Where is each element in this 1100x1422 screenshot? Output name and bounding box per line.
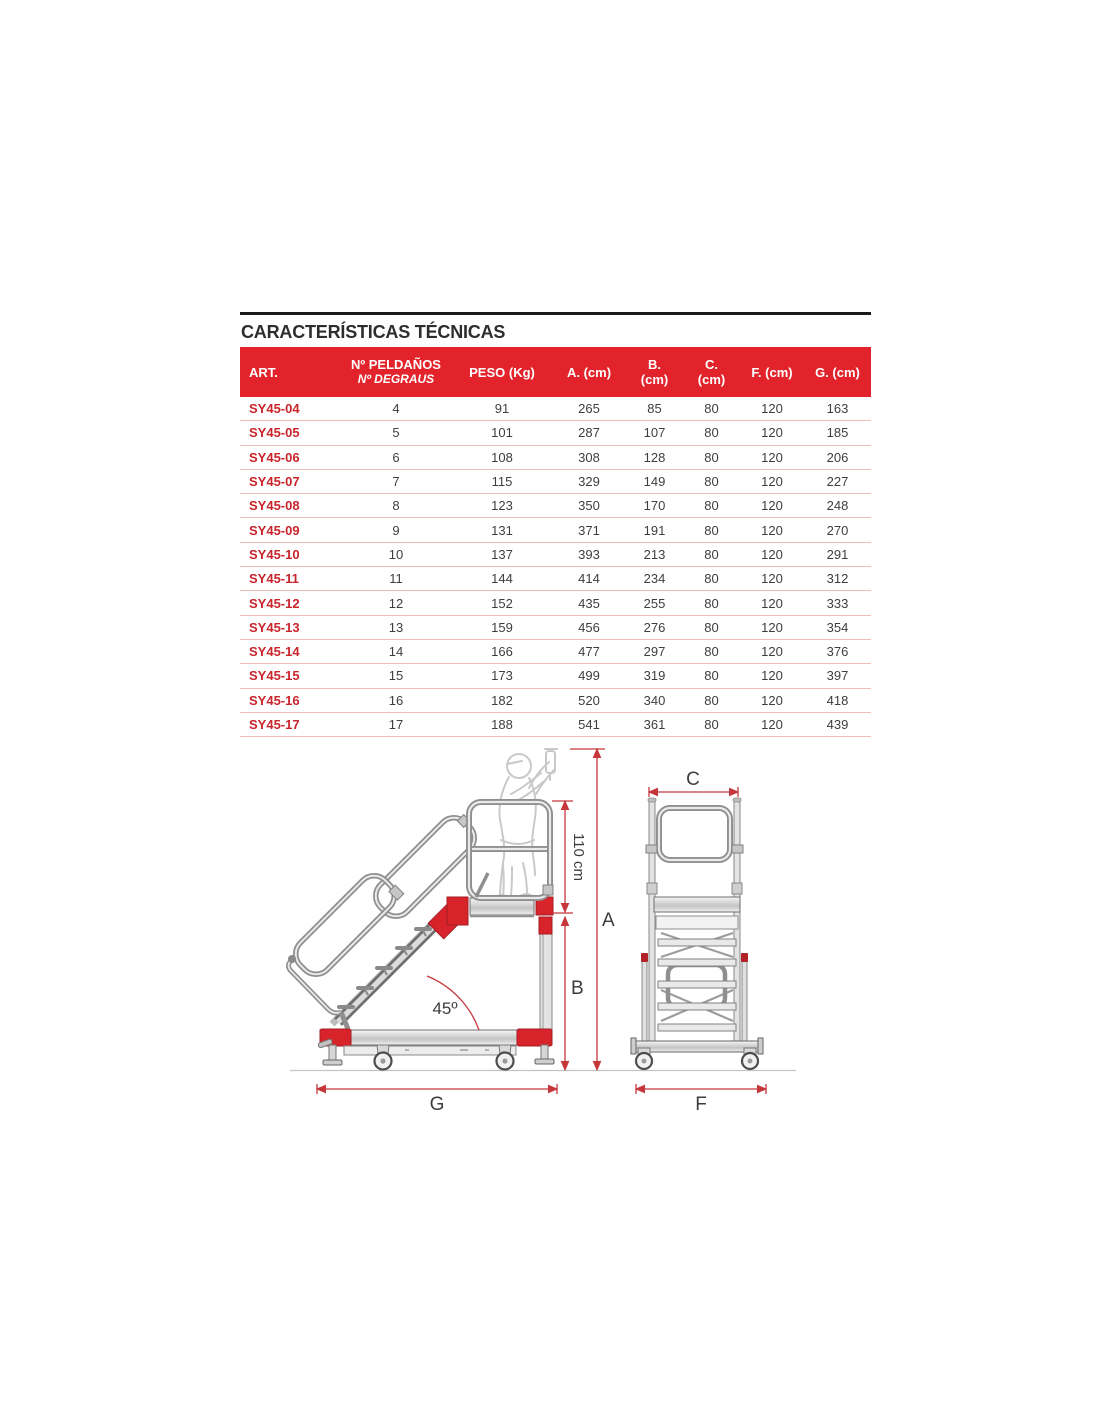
caster-side-left	[375, 1045, 392, 1070]
table-row	[240, 469, 871, 493]
base-frame	[318, 1029, 554, 1070]
spec-value: 6	[340, 445, 452, 469]
table-row	[240, 567, 871, 591]
spec-value: 16	[340, 688, 452, 712]
stair-handrails	[289, 811, 481, 981]
spec-value: 144	[452, 567, 552, 591]
table-row	[240, 664, 871, 688]
spec-value: 80	[683, 567, 740, 591]
spec-value: 80	[683, 397, 740, 421]
table-row	[240, 712, 871, 736]
spec-value: 80	[683, 542, 740, 566]
col-header-c	[683, 347, 740, 397]
spec-value: 13	[340, 615, 452, 639]
spec-value: 120	[740, 421, 804, 445]
spec-value: 329	[552, 469, 626, 493]
spec-value: 80	[683, 445, 740, 469]
siderail-red-cap-right	[741, 953, 748, 962]
article-code: SY45-15	[240, 664, 340, 688]
col-header-a: A. (cm)	[552, 347, 626, 397]
article-code: SY45-05	[240, 421, 340, 445]
spec-value: 159	[452, 615, 552, 639]
spec-value: 91	[452, 397, 552, 421]
table-row	[240, 494, 871, 518]
spec-value: 276	[626, 615, 683, 639]
leveling-foot-right	[535, 1045, 554, 1064]
spec-value: 213	[626, 542, 683, 566]
spec-value: 80	[683, 494, 740, 518]
col-header-weight: PESO (Kg)	[452, 347, 552, 397]
spec-value: 101	[452, 421, 552, 445]
front-view	[631, 798, 763, 1069]
spec-value: 80	[683, 591, 740, 615]
spec-value: 80	[683, 688, 740, 712]
table-row	[240, 518, 871, 542]
spec-value: 291	[804, 542, 871, 566]
base-red-cap-right	[517, 1029, 552, 1046]
article-code: SY45-11	[240, 567, 340, 591]
spec-value: 182	[452, 688, 552, 712]
table-row	[240, 397, 871, 421]
spec-value: 80	[683, 421, 740, 445]
spec-value: 418	[804, 688, 871, 712]
spec-value: 308	[552, 445, 626, 469]
spec-value: 12	[340, 591, 452, 615]
article-code: SY45-08	[240, 494, 340, 518]
spec-value: 456	[552, 615, 626, 639]
post-red-sleeve	[539, 917, 552, 934]
siderail-red-cap-left	[641, 953, 648, 962]
spec-value: 185	[804, 421, 871, 445]
spec-value: 120	[740, 591, 804, 615]
caster-front-left	[636, 1048, 652, 1069]
spec-value: 265	[552, 397, 626, 421]
col-header-g: G. (cm)	[804, 347, 871, 397]
spec-value: 297	[626, 639, 683, 663]
spec-value: 7	[340, 469, 452, 493]
spec-value: 120	[740, 639, 804, 663]
spec-value: 477	[552, 639, 626, 663]
table-row	[240, 542, 871, 566]
spec-value: 115	[452, 469, 552, 493]
col-header-steps	[340, 347, 452, 397]
spec-value: 120	[740, 615, 804, 639]
spec-value: 123	[452, 494, 552, 518]
spec-value: 173	[452, 664, 552, 688]
spec-value: 333	[804, 591, 871, 615]
col-header-b-line1: B.	[648, 357, 661, 372]
spec-table	[240, 347, 871, 737]
spec-value: 107	[626, 421, 683, 445]
spec-value: 120	[740, 518, 804, 542]
spec-value: 371	[552, 518, 626, 542]
dim-label-a: A	[602, 910, 615, 932]
spec-value: 319	[626, 664, 683, 688]
spec-value: 17	[340, 712, 452, 736]
spec-value: 120	[740, 445, 804, 469]
page-title: CARACTERÍSTICAS TÉCNICAS	[241, 322, 506, 342]
caster-front-right	[742, 1048, 758, 1069]
col-header-art: ART.	[240, 347, 340, 397]
spec-value: 15	[340, 664, 452, 688]
article-code: SY45-09	[240, 518, 340, 542]
spec-value: 80	[683, 469, 740, 493]
spec-value: 9	[340, 518, 452, 542]
spec-value: 120	[740, 567, 804, 591]
caster-side-right	[497, 1045, 514, 1070]
spec-value: 10	[340, 542, 452, 566]
spec-value: 120	[740, 494, 804, 518]
spec-value: 120	[740, 664, 804, 688]
table-row	[240, 421, 871, 445]
spec-value: 149	[626, 469, 683, 493]
article-code: SY45-04	[240, 397, 340, 421]
spec-value: 120	[740, 688, 804, 712]
article-code: SY45-17	[240, 712, 340, 736]
spec-value: 152	[452, 591, 552, 615]
spec-value: 120	[740, 469, 804, 493]
article-code: SY45-06	[240, 445, 340, 469]
spec-value: 414	[552, 567, 626, 591]
spec-value: 80	[683, 639, 740, 663]
spec-value: 541	[552, 712, 626, 736]
spec-value: 80	[683, 615, 740, 639]
datasheet-content	[240, 312, 871, 1120]
spec-value: 234	[626, 567, 683, 591]
col-header-f: F. (cm)	[740, 347, 804, 397]
spec-value: 361	[626, 712, 683, 736]
spec-value: 354	[804, 615, 871, 639]
angle-label: 45º	[432, 999, 458, 1019]
top-rule	[240, 312, 871, 315]
spec-value: 128	[626, 445, 683, 469]
dim-label-110cm: 110 cm	[570, 833, 587, 882]
technical-drawing	[240, 745, 871, 1120]
spec-value: 393	[552, 542, 626, 566]
spec-value: 340	[626, 688, 683, 712]
platform-deck	[447, 897, 553, 1033]
front-platform-band	[654, 897, 740, 912]
front-guardrail	[659, 808, 730, 860]
dim-label-b: B	[571, 978, 584, 1000]
col-header-c-line1: C.	[705, 357, 718, 372]
spec-value: 131	[452, 518, 552, 542]
spec-value: 11	[340, 567, 452, 591]
table-row	[240, 615, 871, 639]
spec-value: 80	[683, 518, 740, 542]
spec-value: 499	[552, 664, 626, 688]
article-code: SY45-13	[240, 615, 340, 639]
table-row	[240, 639, 871, 663]
col-header-b	[626, 347, 683, 397]
table-header-row	[240, 347, 871, 397]
spec-value: 350	[552, 494, 626, 518]
table-row	[240, 591, 871, 615]
spec-value: 120	[740, 542, 804, 566]
col-header-c-line2: (cm)	[697, 372, 726, 387]
spec-value: 439	[804, 712, 871, 736]
spec-value: 206	[804, 445, 871, 469]
spec-value: 108	[452, 445, 552, 469]
spec-value: 4	[340, 397, 452, 421]
spec-value: 248	[804, 494, 871, 518]
dim-label-c: C	[686, 769, 700, 791]
spec-value: 14	[340, 639, 452, 663]
spec-value: 137	[452, 542, 552, 566]
spec-value: 270	[804, 518, 871, 542]
article-code: SY45-14	[240, 639, 340, 663]
spec-value: 312	[804, 567, 871, 591]
spec-value: 80	[683, 712, 740, 736]
spec-value: 85	[626, 397, 683, 421]
spec-value: 163	[804, 397, 871, 421]
deck-red-left	[447, 897, 468, 925]
spec-value: 80	[683, 664, 740, 688]
side-view	[288, 749, 557, 1070]
col-header-steps-es: Nº PELDAÑOS	[351, 357, 441, 372]
spec-value: 170	[626, 494, 683, 518]
spec-value: 435	[552, 591, 626, 615]
dim-label-g: G	[429, 1094, 445, 1116]
article-code: SY45-07	[240, 469, 340, 493]
spec-value: 188	[452, 712, 552, 736]
spec-value: 120	[740, 397, 804, 421]
col-header-b-line2: (cm)	[640, 372, 669, 387]
spec-value: 166	[452, 639, 552, 663]
spec-value: 120	[740, 712, 804, 736]
dim-label-f: F	[695, 1094, 707, 1116]
spec-value: 397	[804, 664, 871, 688]
spec-value: 376	[804, 639, 871, 663]
article-code: SY45-16	[240, 688, 340, 712]
spec-value: 191	[626, 518, 683, 542]
article-code: SY45-10	[240, 542, 340, 566]
table-row	[240, 445, 871, 469]
spec-table-body	[240, 397, 871, 737]
spec-value: 287	[552, 421, 626, 445]
spec-value: 255	[626, 591, 683, 615]
col-header-steps-pt: Nº DEGRAUS	[357, 372, 435, 386]
front-base-beam	[634, 1041, 760, 1052]
article-code: SY45-12	[240, 591, 340, 615]
table-row	[240, 688, 871, 712]
spec-value: 227	[804, 469, 871, 493]
spec-value: 8	[340, 494, 452, 518]
spec-value: 520	[552, 688, 626, 712]
spec-value: 5	[340, 421, 452, 445]
